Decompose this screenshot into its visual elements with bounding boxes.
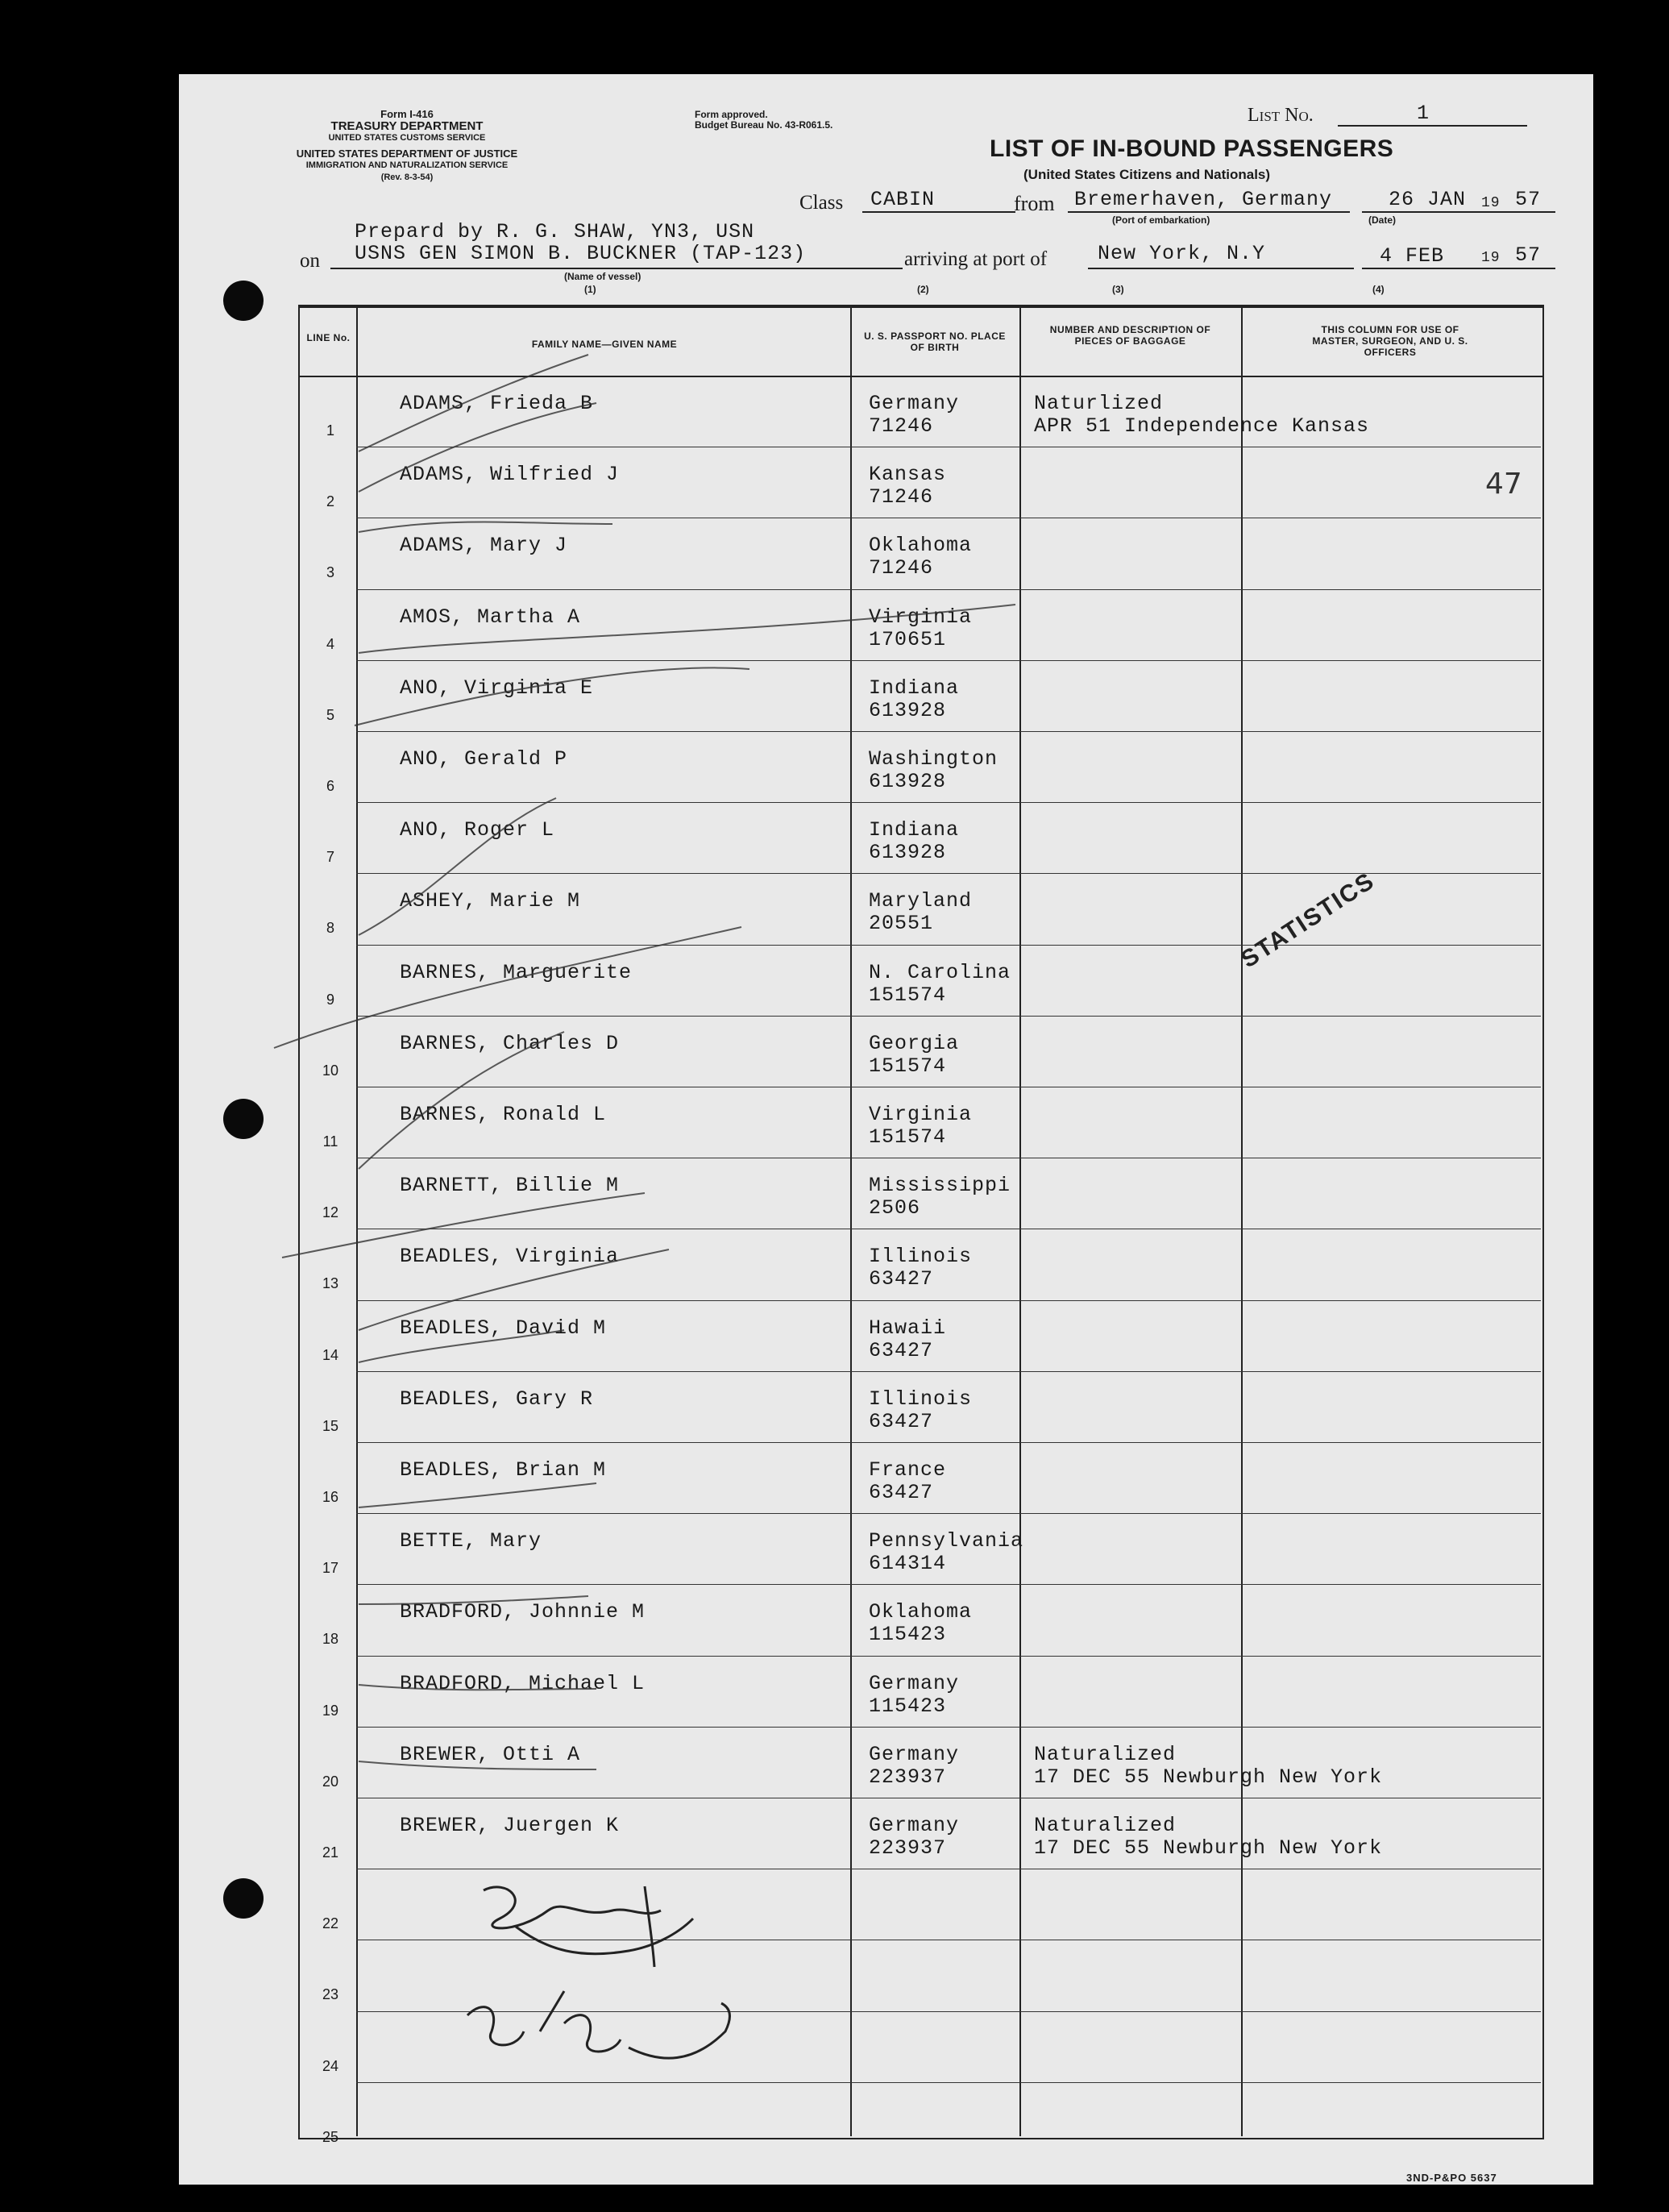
row-divider (356, 1584, 1541, 1585)
class-value: CABIN (870, 188, 936, 211)
baggage-note-line2: APR 51 Independence Kansas (1034, 414, 1370, 438)
row-line-number: 23 (322, 1986, 339, 2003)
passport-number: 614314 (869, 1552, 947, 1576)
row-line-number: 15 (322, 1417, 339, 1434)
table-header-divider (298, 376, 1542, 377)
row-divider (356, 945, 1541, 946)
row-line-number: 7 (326, 849, 334, 866)
arriving-label: arriving at port of (904, 248, 1048, 270)
on-label: on (300, 250, 320, 272)
passport-number: 63427 (869, 1409, 934, 1433)
passport-number: 613928 (869, 698, 947, 722)
passenger-name: ANO, Roger L (400, 818, 555, 842)
arrival-date-day: 4 FEB (1380, 244, 1445, 268)
passport-number: 63427 (869, 1267, 934, 1291)
passport-number: 151574 (869, 1125, 947, 1149)
row-line-number: 17 (322, 1560, 339, 1577)
passenger-name: BEADLES, Gary R (400, 1387, 594, 1411)
col-header-passport: U. S. PASSPORT NO. PLACE OF BIRTH (864, 331, 1006, 353)
class-label: Class (799, 192, 844, 214)
embarkation-port: Bremerhaven, Germany (1074, 188, 1333, 211)
row-divider (356, 731, 1541, 732)
ins-service: IMMIGRATION AND NATURALIZATION SERVICE (305, 160, 509, 170)
row-line-number: 11 (322, 1133, 338, 1150)
row-line-number: 8 (326, 920, 334, 937)
place-of-birth: Germany (869, 392, 960, 415)
row-line-number: 24 (322, 2057, 339, 2074)
col-header-name: FAMILY NAME—GIVEN NAME (531, 339, 678, 350)
place-of-birth: N. Carolina (869, 960, 1011, 984)
passport-number: 63427 (869, 1481, 934, 1504)
place-of-birth: Mississippi (869, 1174, 1011, 1198)
passport-number: 151574 (869, 1054, 947, 1078)
row-line-number: 10 (322, 1062, 339, 1079)
passport-number: 151574 (869, 983, 947, 1007)
row-line-number: 22 (322, 1915, 339, 1932)
place-of-birth: Maryland (869, 889, 973, 913)
passenger-name: BEADLES, Virginia (400, 1245, 620, 1269)
row-divider (356, 1442, 1541, 1443)
budget-bureau: Budget Bureau No. 43-R061.5. (695, 119, 833, 131)
justice-department: UNITED STATES DEPARTMENT OF JUSTICE (296, 148, 518, 160)
place-of-birth: Illinois (869, 1245, 973, 1269)
passport-number: 2506 (869, 1196, 921, 1220)
passenger-name: BEADLES, David M (400, 1316, 607, 1340)
departure-date-day: 26 JAN (1389, 188, 1467, 211)
vessel-underline (330, 268, 903, 269)
revision: (Rev. 8-3-54) (380, 173, 434, 182)
form-approved: Form approved. (695, 109, 768, 120)
passport-number: 71246 (869, 414, 934, 438)
passenger-name: AMOS, Martha A (400, 605, 581, 629)
baggage-note-line2: 17 DEC 55 Newburgh New York (1034, 1765, 1383, 1789)
passenger-name: BARNES, Ronald L (400, 1103, 607, 1126)
arrival-date-underline (1362, 268, 1555, 269)
form-approval (695, 110, 832, 131)
passenger-name: BRADFORD, Johnnie M (400, 1600, 646, 1624)
caption-1: (1) (584, 284, 596, 295)
port-caption: (Port of embarkation) (1112, 214, 1210, 226)
row-divider (356, 1016, 1541, 1017)
place-of-birth: Pennsylvania (869, 1529, 1024, 1553)
place-of-birth: Virginia (869, 605, 973, 629)
baggage-note-line2: 17 DEC 55 Newburgh New York (1034, 1836, 1383, 1860)
officer-count-annotation: 47 (1485, 468, 1522, 501)
col-header-baggage: NUMBER AND DESCRIPTION OF PIECES OF BAGGAGE (1049, 324, 1211, 347)
arrival-date-year: 57 (1515, 243, 1542, 267)
row-line-number: 9 (326, 991, 334, 1008)
prepared-by: Prepard by R. G. SHAW, YN3, USN (355, 220, 755, 243)
name-column-divider (850, 306, 852, 2136)
row-line-number: 16 (322, 1489, 339, 1505)
passport-number: 71246 (869, 556, 934, 580)
passenger-name: BARNETT, Billie M (400, 1174, 620, 1198)
row-line-number: 21 (322, 1844, 339, 1861)
caption-3: (3) (1112, 284, 1124, 295)
place-of-birth: Virginia (869, 1103, 973, 1126)
customs-service: UNITED STATES CUSTOMS SERVICE (328, 133, 486, 143)
caption-2: (2) (917, 284, 929, 295)
passport-number: 115423 (869, 1623, 947, 1647)
row-divider (356, 1656, 1541, 1657)
port-underline (1068, 211, 1350, 213)
arrival-port-underline (1088, 268, 1354, 269)
passenger-table (298, 305, 1544, 2139)
row-line-number: 19 (322, 1702, 339, 1719)
punch-hole-bottom (223, 1878, 264, 1919)
passenger-name: ADAMS, Wilfried J (400, 463, 620, 487)
from-label: from (1014, 192, 1055, 215)
statistics-stamp: STATISTICS (1236, 867, 1380, 974)
passport-number: 613928 (869, 770, 947, 793)
row-divider (356, 660, 1541, 661)
punch-hole-middle (223, 1099, 264, 1139)
list-no-underline (1338, 125, 1527, 127)
printer-code: 3ND-P&PO 5637 (1406, 2172, 1497, 2184)
passenger-name: BARNES, Marguerite (400, 960, 633, 984)
row-line-number: 1 (326, 422, 334, 439)
passport-number: 223937 (869, 1836, 947, 1860)
departure-date-century: 19 (1481, 195, 1501, 211)
passenger-name: BREWER, Juergen K (400, 1814, 620, 1837)
row-divider (356, 1300, 1541, 1301)
page-subtitle: (United States Citizens and Nationals) (1023, 167, 1271, 182)
row-divider (356, 1371, 1541, 1372)
passenger-name: ANO, Virginia E (400, 676, 594, 700)
row-divider (356, 1513, 1541, 1514)
passenger-name: BETTE, Mary (400, 1529, 542, 1553)
passenger-name: ADAMS, Frieda B (400, 392, 594, 415)
passenger-name: ADAMS, Mary J (400, 534, 568, 558)
col-header-line-no: LINE No. (306, 332, 351, 343)
baggage-note-line1: Naturlized (1034, 392, 1164, 415)
passenger-name: ASHEY, Marie M (400, 889, 581, 913)
row-divider (356, 589, 1541, 590)
passport-number: 20551 (869, 912, 934, 936)
punch-hole-top (223, 281, 264, 321)
line-no-divider (356, 306, 358, 2136)
row-line-number: 18 (322, 1631, 339, 1648)
passport-column-divider (1019, 306, 1021, 2136)
passport-number: 63427 (869, 1338, 934, 1362)
passenger-name: BARNES, Charles D (400, 1031, 620, 1055)
row-line-number: 14 (322, 1346, 339, 1363)
place-of-birth: Hawaii (869, 1316, 947, 1340)
place-of-birth: Washington (869, 747, 998, 771)
passenger-name: BEADLES, Brian M (400, 1458, 607, 1482)
class-underline (862, 211, 1015, 213)
passport-number: 613928 (869, 841, 947, 865)
page-title: LIST OF IN-BOUND PASSENGERS (990, 135, 1394, 162)
passport-number: 115423 (869, 1694, 947, 1718)
place-of-birth: Georgia (869, 1031, 960, 1055)
caption-4: (4) (1372, 284, 1385, 295)
place-of-birth: Illinois (869, 1387, 973, 1411)
place-of-birth: Oklahoma (869, 534, 973, 558)
col-header-officers: THIS COLUMN FOR USE OF MASTER, SURGEON, AND U. S. OFFICERS (1312, 324, 1468, 358)
baggage-column-divider (1241, 306, 1243, 2136)
place-of-birth: Kansas (869, 463, 947, 487)
row-line-number: 2 (326, 493, 334, 510)
list-no-value: 1 (1417, 102, 1430, 125)
passenger-name: BRADFORD, Michael L (400, 1671, 646, 1695)
place-of-birth: Oklahoma (869, 1600, 973, 1624)
row-line-number: 20 (322, 1773, 339, 1790)
row-line-number: 25 (322, 2128, 339, 2145)
arrival-port: New York, N.Y (1098, 242, 1266, 265)
row-divider (356, 2082, 1541, 2083)
passport-number: 71246 (869, 485, 934, 509)
baggage-note-line1: Naturalized (1034, 1814, 1177, 1837)
row-line-number: 5 (326, 706, 334, 723)
passenger-name: ANO, Gerald P (400, 747, 568, 771)
place-of-birth: Indiana (869, 818, 960, 842)
vessel-name: USNS GEN SIMON B. BUCKNER (TAP-123) (355, 242, 807, 265)
form-header-left (286, 108, 528, 184)
departure-date-year: 57 (1515, 188, 1542, 211)
list-no-label: List No. (1248, 105, 1314, 126)
place-of-birth: France (869, 1458, 947, 1482)
row-line-number: 3 (326, 564, 334, 581)
place-of-birth: Germany (869, 1671, 960, 1695)
arrival-date-century: 19 (1481, 250, 1501, 266)
place-of-birth: Germany (869, 1814, 960, 1837)
date-caption: (Date) (1368, 214, 1397, 226)
row-line-number: 6 (326, 778, 334, 794)
treasury-department: TREASURY DEPARTMENT (330, 119, 484, 133)
row-divider (356, 2011, 1541, 2012)
row-line-number: 13 (322, 1275, 339, 1292)
date-underline (1362, 211, 1555, 213)
form-number: Form I-416 (380, 108, 434, 120)
row-line-number: 4 (326, 635, 334, 652)
passenger-name: BREWER, Otti A (400, 1742, 581, 1766)
vessel-caption: (Name of vessel) (564, 271, 641, 282)
row-divider (356, 802, 1541, 803)
passport-number: 223937 (869, 1765, 947, 1789)
row-line-number: 12 (322, 1204, 339, 1221)
place-of-birth: Germany (869, 1742, 960, 1766)
row-divider (356, 1727, 1541, 1728)
passport-number: 170651 (869, 627, 947, 651)
baggage-note-line1: Naturalized (1034, 1742, 1177, 1766)
place-of-birth: Indiana (869, 676, 960, 700)
